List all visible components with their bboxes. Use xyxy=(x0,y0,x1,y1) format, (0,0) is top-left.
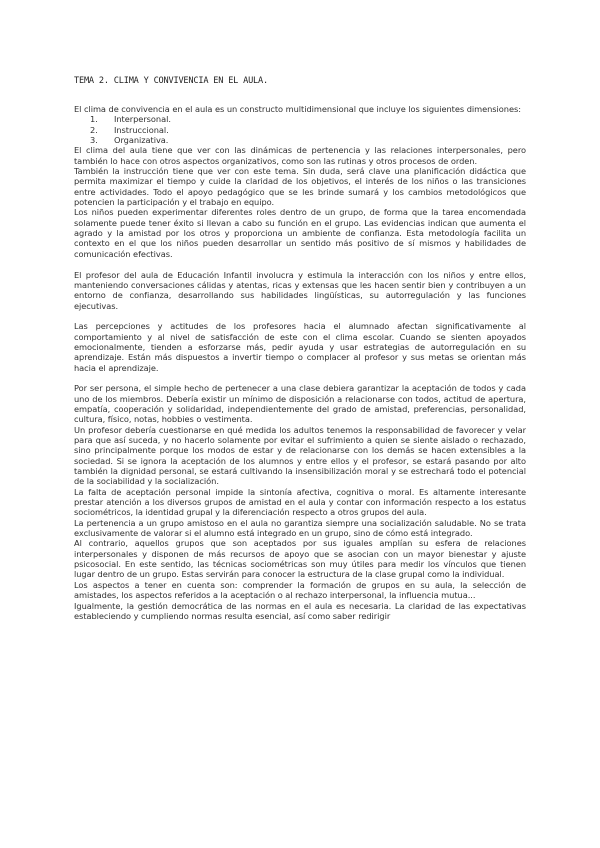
paragraph: La pertenencia a un grupo amistoso en el aula no garantiza siempre una socialización saludable. No se trata exclusivamente de valorar si el alumno está integrado en un grupo, sino de cómo está integrado. xyxy=(74,517,526,539)
list-number: 3. xyxy=(90,135,98,146)
list-text: Organizativa. xyxy=(114,135,169,146)
paragraph: El profesor del aula de Educación Infantil involucra y estimula la interacción con los niños y entre ellos, manteniendo conversaciones cálidas y atentas, ricas y extensas que les hacen sentir bien y contribuyen a un entorno de confianza, desarrollando sus habilidades lingüísticas, su autorregulación y las funciones ejecutivas. xyxy=(74,269,526,311)
list-text: Instruccional. xyxy=(114,124,169,135)
paragraph: Por ser persona, el simple hecho de pertenecer a una clase debiera garantizar la aceptación de todos y cada uno de los miembros. Debería existir un mínimo de disposición a relacionarse con todos, actitud de apertura, empatía, cooperación y solidaridad, independientemente del grado de amistad, preferencias, personalidad, cultura, físico, notas, hobbies o vestimenta. xyxy=(74,383,526,425)
intro-paragraph: El clima de convivencia en el aula es un constructo multidimensional que incluye los siguientes dimensiones: xyxy=(74,104,521,114)
paragraph: Un profesor debería cuestionarse en qué medida los adultos tenemos la responsabilidad de favorecer y velar para que así suceda, y no hacerlo solamente por evitar el sufrimiento a quien se siente aislado o rechazado, sino principalmente porque los modos de estar y de relacionarse con los demás se hacen extensibles a la sociedad. Si se ignora la aceptación de los alumnos y entre ellos y el profesor, se estará pasando por alto también la dignidad personal, se estará cultivando la insensibilización moral y se estrechará todo el potencial de la sociabilidad y la socialización. xyxy=(74,424,526,487)
paragraph: Igualmente, la gestión democrática de las normas en el aula es necesaria. La claridad de las expectativas estableciendo y cumpliendo normas resulta esencial, así como saber redirigir xyxy=(74,600,526,621)
document-body xyxy=(74,104,526,621)
paragraph: La falta de aceptación personal impide la sintonía afectiva, cognitiva o moral. Es altamente interesante prestar atención a los diversos grupos de amistad en el aula y contar con información respecto a los estatus sociométricos, la identidad grupal y la diferenciación respecto a otros grupos del aula. xyxy=(74,486,526,518)
paragraph: Al contrario, aquellos grupos que son aceptados por sus iguales amplían su esfera de relaciones interpersonales y disponen de más recursos de apoyo que se asocian con un mayor bienestar y ajuste psicosocial. En este sentido, las técnicas sociométricas son muy útiles para medir los vínculos que tienen lugar dentro de un grupo. Estas servirán para conocer la estructura de la clase grupal como la individual. xyxy=(74,538,526,580)
paragraph: Los niños pueden experimentar diferentes roles dentro de un grupo, de forma que la tarea encomendada solamente puede tener éxito si llevan a cabo su función en el grupo. Las evidencias indican que aumenta el agrado y la amistad por los otros y proporciona un ambiente de confianza. Esta metodología facilita un contexto en el que los niños pueden desarrollar un sentido más positivo de sí mismos y habilidades de comunicación efectivas. xyxy=(74,207,526,259)
paragraph: El clima del aula tiene que ver con las dinámicas de pertenencia y las relaciones interpersonales, pero también lo hace con otros aspectos organizativos, como son las rutinas y otros procesos de orden. xyxy=(74,145,526,166)
dimensions-list xyxy=(74,114,526,145)
list-item xyxy=(90,135,526,146)
list-item xyxy=(90,124,526,135)
list-number: 1. xyxy=(90,114,98,125)
page-title: TEMA 2. CLIMA Y CONVIVENCIA EN EL AULA. xyxy=(74,76,268,86)
list-text: Interpersonal. xyxy=(114,114,171,125)
paragraph: También la instrucción tiene que ver con este tema. Sin duda, será clave una planificación didáctica que permita maximizar el tiempo y cuide la claridad de los objetivos, el interés de los niños o las transiciones entre actividades. Todo el apoyo pedagógico que se les brinde sumará y los cambios metodológicos que potencien la participación y el trabajo en equipo. xyxy=(74,166,526,208)
list-item xyxy=(90,114,526,125)
paragraph: Las percepciones y actitudes de los profesores hacia el alumnado afectan significativamente al comportamiento y al nivel de satisfacción de este con el clima escolar. Cuando se sienten apoyados emocionalmente, tienden a esforzarse más, pedir ayuda y usar estrategias de autorregulación en su aprendizaje. Están más dispuestos a invertir tiempo o complacer al profesor y sus metas se orientan más hacia el aprendizaje. xyxy=(74,321,526,373)
paragraph: Los aspectos a tener en cuenta son: comprender la formación de grupos en su aula, la selección de amistades, los aspectos referidos a la aceptación o al rechazo interpersonal, la influencia mutua... xyxy=(74,579,526,601)
list-number: 2. xyxy=(90,124,98,135)
